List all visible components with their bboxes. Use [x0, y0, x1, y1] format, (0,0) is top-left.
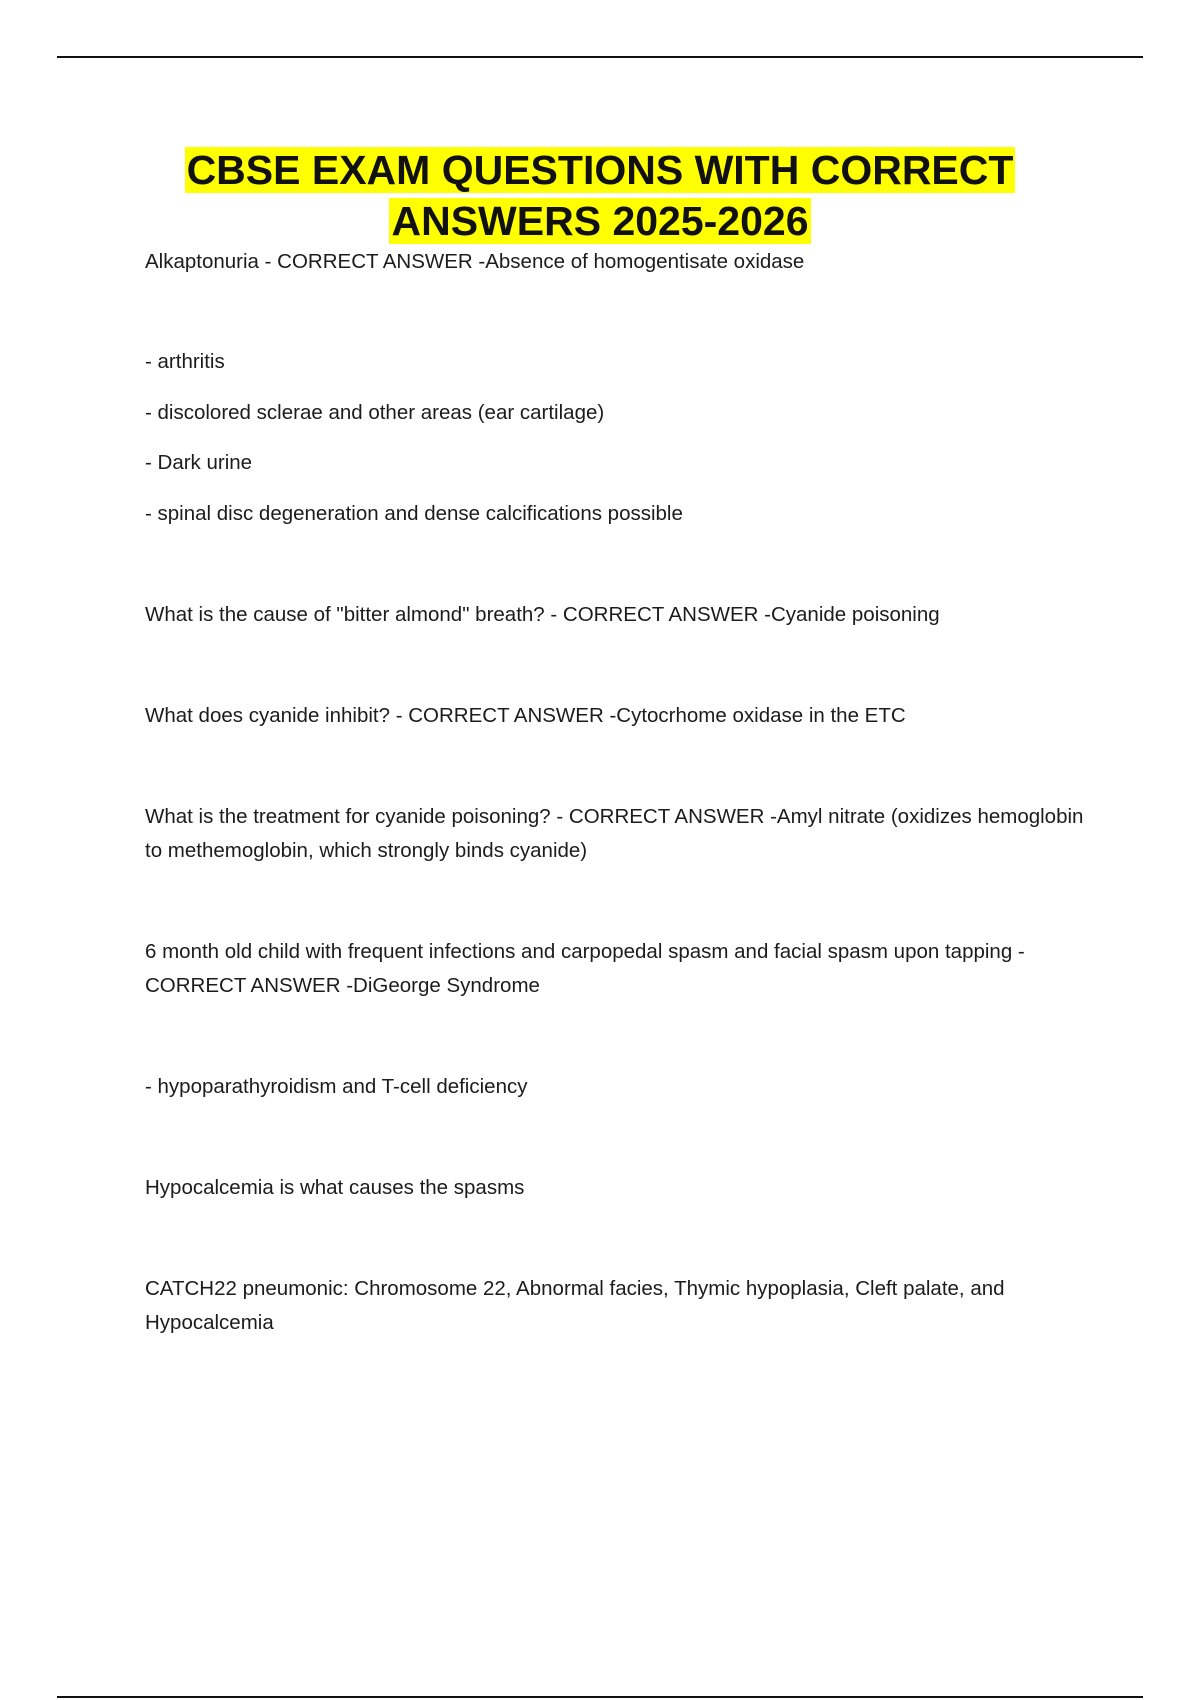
title-line-2: ANSWERS 2025-2026	[391, 198, 809, 244]
question-bitter-almond: What is the cause of "bitter almond" breath? - CORRECT ANSWER -Cyanide poisoning	[145, 603, 940, 626]
question-digeorge: 6 month old child with frequent infections and carpopedal spasm and facial spasm upon tapping - CORRECT ANSWER -DiGeorge Syndrome	[145, 940, 1025, 997]
header-rule	[57, 56, 1143, 58]
list-item-hypoparathyroidism: - hypoparathyroidism and T-cell deficiency	[145, 1075, 528, 1098]
answer-alkaptonuria: Alkaptonuria - CORRECT ANSWER -Absence of homogentisate oxidase	[145, 250, 805, 273]
title-line-1: CBSE EXAM QUESTIONS WITH CORRECT	[186, 147, 1014, 193]
question-cyanide-treatment: What is the treatment for cyanide poisoning? - CORRECT ANSWER -Amyl nitrate (oxidizes hemoglobin to methemoglobin, which strongly binds cyanide)	[145, 805, 1084, 862]
note-hypocalcemia: Hypocalcemia is what causes the spasms	[145, 1176, 525, 1199]
question-cyanide-inhibit: What does cyanide inhibit? - CORRECT ANSWER -Cytocrhome oxidase in the ETC	[145, 704, 906, 727]
list-item-arthritis: - arthritis	[145, 350, 225, 373]
note-catch22: CATCH22 pneumonic: Chromosome 22, Abnormal facies, Thymic hypoplasia, Cleft palate, and Hypocalcemia	[145, 1277, 1005, 1334]
document-title	[57, 145, 1143, 247]
list-item-dark-urine: - Dark urine	[145, 451, 253, 474]
list-item-spinal-disc: - spinal disc degeneration and dense calcifications possible	[145, 502, 683, 525]
footer-rule	[57, 1696, 1143, 1698]
list-item-discolored-sclerae: - discolored sclerae and other areas (ear cartilage)	[145, 401, 605, 424]
